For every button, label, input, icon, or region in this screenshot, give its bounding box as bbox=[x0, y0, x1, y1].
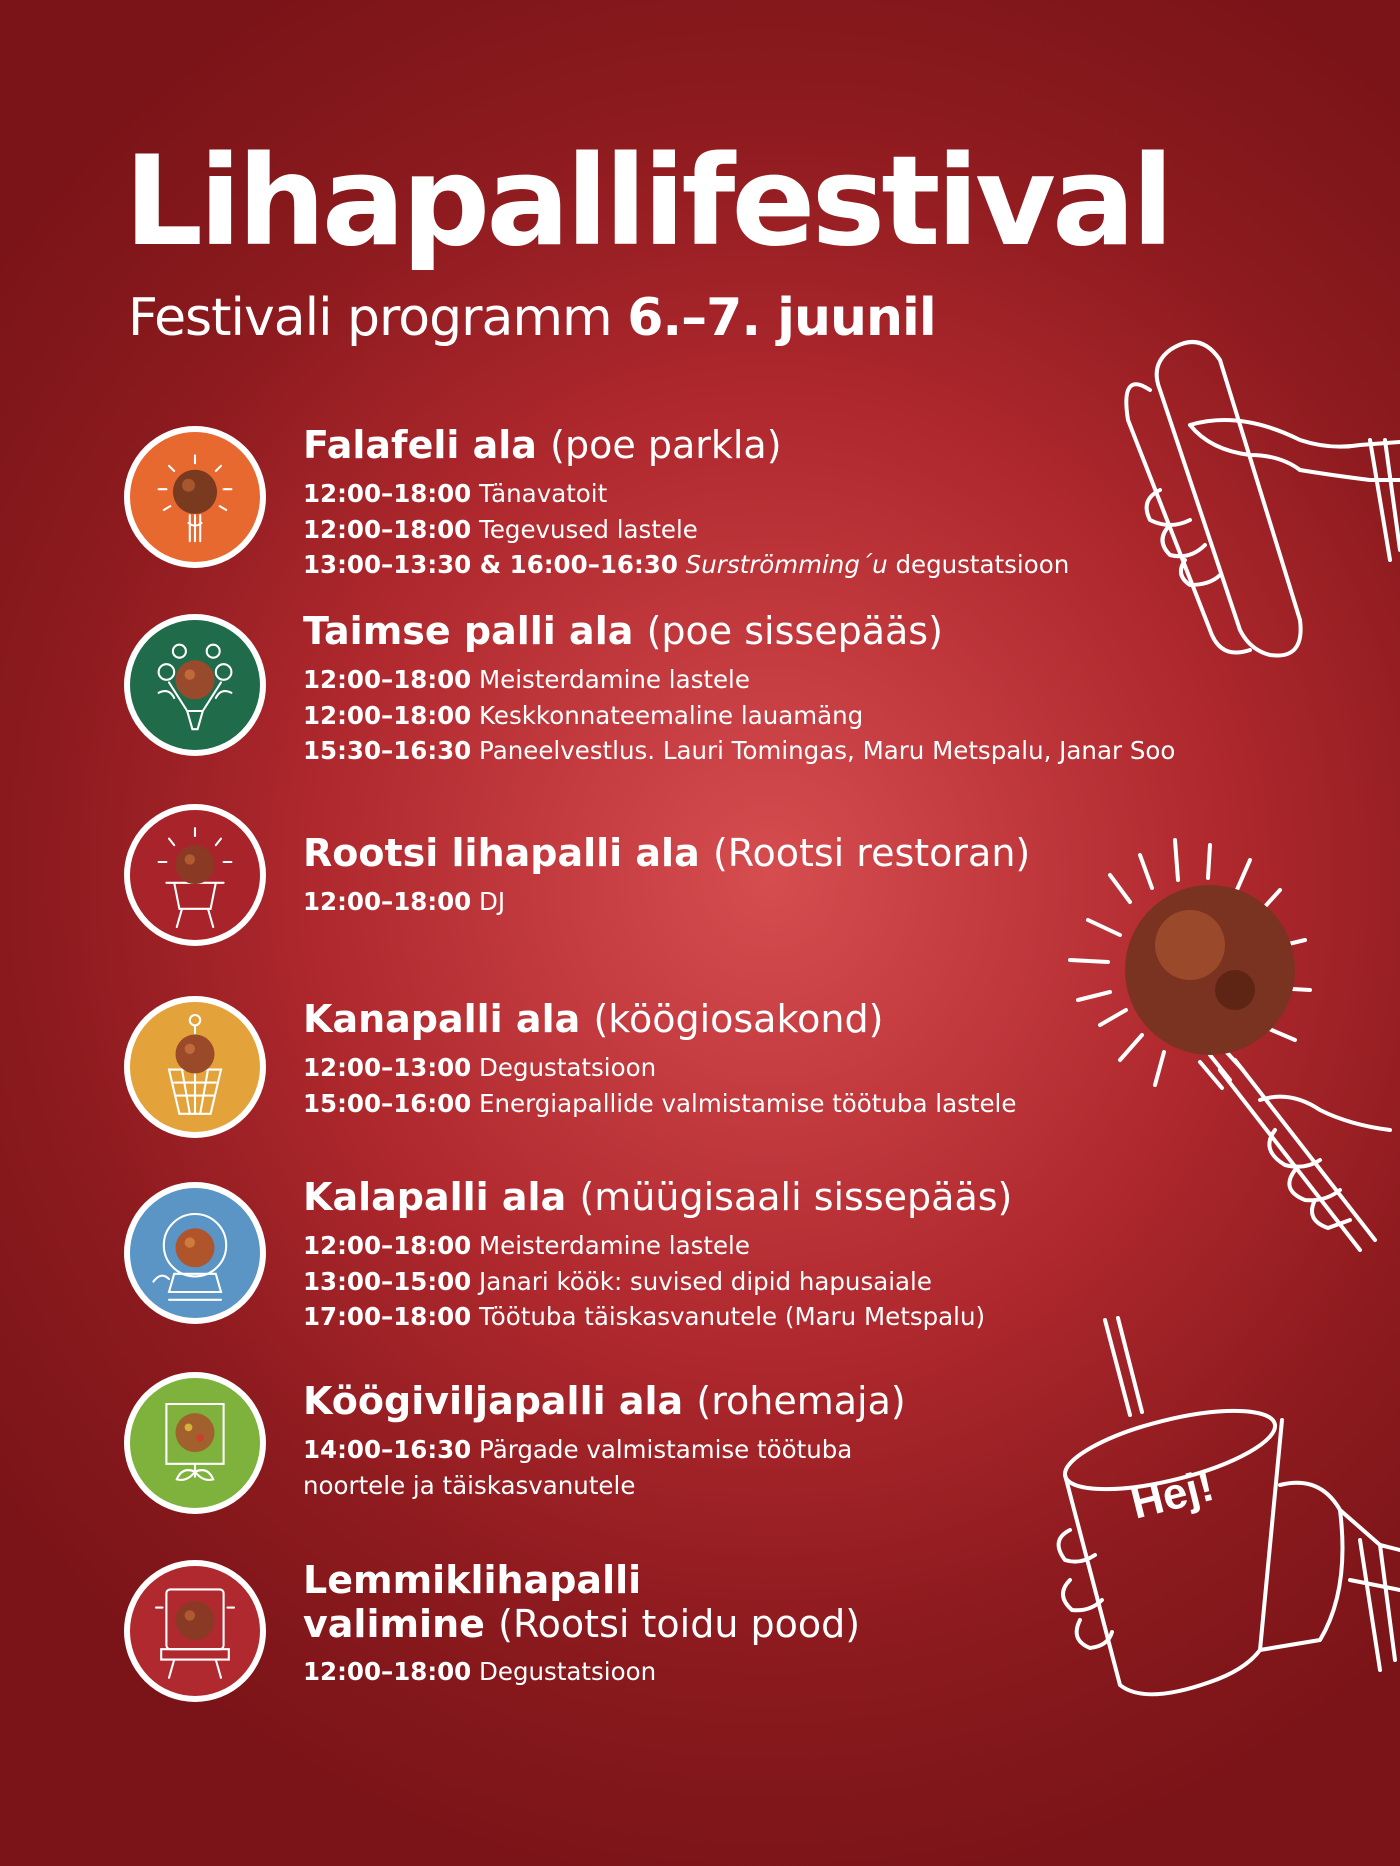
area-name: Rootsi lihapalli ala bbox=[303, 831, 700, 875]
swedish-meatball-badge bbox=[124, 804, 266, 946]
event-desc-text: degustatsioon bbox=[895, 550, 1070, 579]
event-time: 14:00–16:30 bbox=[303, 1435, 472, 1464]
event-time: 12:00–18:00 bbox=[303, 1657, 472, 1686]
hotdog-hand-illustration bbox=[1100, 330, 1400, 670]
plant-ball-badge bbox=[124, 614, 266, 756]
event-row bbox=[303, 698, 1280, 734]
area-location: (müügisaali sissepääs) bbox=[579, 1175, 1013, 1219]
area-name: Kanapalli ala bbox=[303, 997, 581, 1041]
favourite-meatball-badge bbox=[124, 1560, 266, 1702]
area-location: (poe sissepääs) bbox=[646, 609, 943, 653]
event-desc bbox=[686, 550, 1070, 579]
gift-bow-icon bbox=[130, 1378, 260, 1508]
event-desc: Janari köök: suvised dipid hapusaiale bbox=[479, 1266, 932, 1296]
event-desc: Degustatsioon bbox=[479, 1053, 657, 1082]
event-time: 15:00–16:00 bbox=[303, 1088, 472, 1118]
event-time: 12:00–18:00 bbox=[303, 1231, 472, 1260]
event-time: 12:00–13:00 bbox=[303, 1053, 472, 1082]
drink-cup-hand-illustration bbox=[1050, 1310, 1400, 1700]
area-location: (Rootsi restoran) bbox=[712, 831, 1031, 875]
subtitle-dates: 6.–7. juunil bbox=[627, 288, 936, 348]
event-time: 12:00–18:00 bbox=[303, 479, 472, 508]
falafel-badge bbox=[124, 426, 266, 568]
meatball-fork-hand-illustration bbox=[1060, 830, 1400, 1280]
event-desc: noortele ja täiskasvanutele bbox=[303, 1470, 636, 1500]
event-desc: Meisterdamine lastele bbox=[479, 1231, 750, 1260]
area-name: Kalapalli ala bbox=[303, 1175, 567, 1219]
event-desc: Töötuba täiskasvanutele (Maru Metspalu) bbox=[479, 1302, 986, 1331]
event-row bbox=[303, 733, 1280, 769]
page-subtitle bbox=[128, 288, 936, 348]
area-location: (köögiosakond) bbox=[593, 997, 884, 1041]
event-desc: Paneelvestlus. Lauri Tomingas, Maru Metspalu, Janar Soo bbox=[479, 736, 1176, 765]
cup-text: Hej! bbox=[1126, 1460, 1219, 1529]
event-desc: Tänavatoit bbox=[479, 479, 608, 508]
area-name: Falafeli ala bbox=[303, 423, 537, 467]
event-time: 12:00–18:00 bbox=[303, 887, 472, 916]
event-time: 13:00–15:00 bbox=[303, 1266, 472, 1296]
area-location: (poe parkla) bbox=[550, 423, 782, 467]
area-location: (rohemaja) bbox=[696, 1379, 906, 1423]
event-time: 12:00–18:00 bbox=[303, 700, 472, 730]
event-time: 12:00–18:00 bbox=[303, 665, 472, 694]
snow-globe-icon bbox=[130, 1188, 260, 1318]
serving-tray-icon bbox=[130, 1566, 260, 1696]
area-name-line1: Lemmiklihapalli bbox=[303, 1558, 642, 1602]
event-desc-italic: Surströmming´u bbox=[685, 550, 888, 579]
area-name-line2: valimine bbox=[303, 1602, 485, 1646]
area-location: (Rootsi toidu pood) bbox=[498, 1602, 861, 1646]
ice-cream-cone-icon bbox=[130, 1002, 260, 1132]
vegetable-ball-badge bbox=[124, 1372, 266, 1514]
event-desc: Keskkonnateemaline lauamäng bbox=[479, 700, 864, 730]
fish-ball-badge bbox=[124, 1182, 266, 1324]
event-desc: DJ bbox=[479, 887, 506, 916]
subtitle-prefix: Festivali programm bbox=[128, 288, 612, 348]
area-name: Taimse palli ala bbox=[303, 609, 634, 653]
event-time: 12:00–18:00 bbox=[303, 514, 472, 544]
meatball-fork-icon bbox=[130, 432, 260, 562]
page-title: Lihapallifestival bbox=[124, 130, 1171, 274]
event-desc: Pärgade valmistamise töötuba bbox=[479, 1435, 853, 1464]
event-desc: Degustatsioon bbox=[479, 1657, 657, 1686]
event-desc: Energiapallide valmistamise töötuba lastele bbox=[479, 1088, 1017, 1118]
event-desc: Tegevused lastele bbox=[479, 514, 698, 544]
event-time: 17:00–18:00 bbox=[303, 1302, 472, 1331]
area-name: Köögiviljapalli ala bbox=[303, 1379, 684, 1423]
event-desc: Meisterdamine lastele bbox=[479, 665, 750, 694]
meatball-plate-icon bbox=[130, 810, 260, 940]
chicken-ball-badge bbox=[124, 996, 266, 1138]
event-time: 13:00–13:30 & 16:00–16:30 bbox=[303, 550, 678, 579]
event-time: 15:30–16:30 bbox=[303, 736, 472, 765]
flower-bouquet-icon bbox=[130, 620, 260, 750]
